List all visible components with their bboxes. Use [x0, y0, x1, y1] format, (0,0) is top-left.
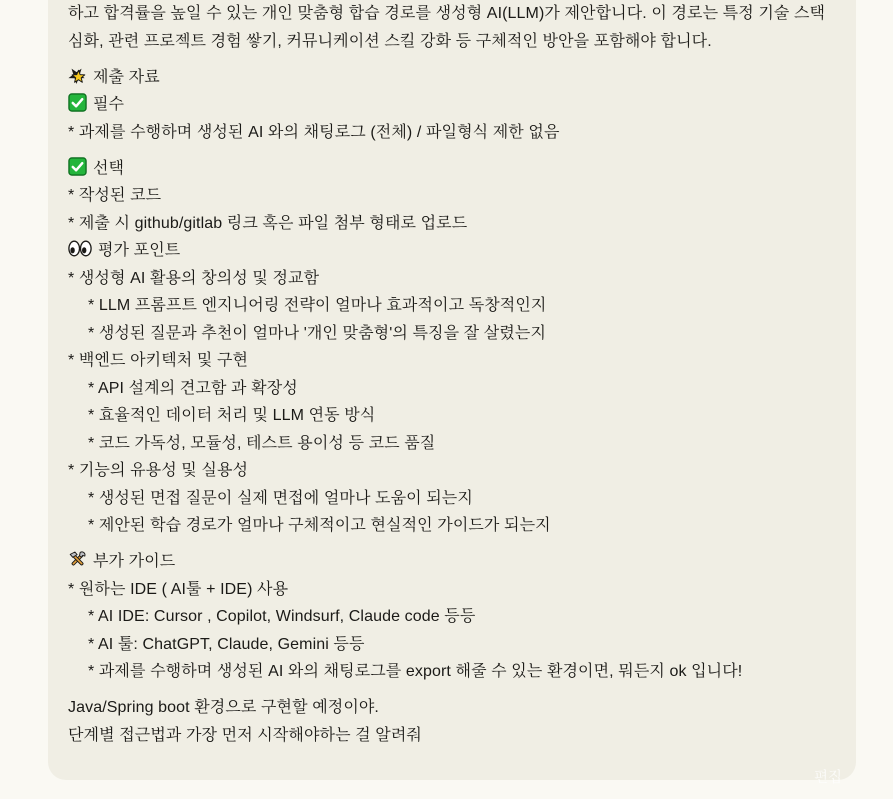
message-line	[68, 182, 836, 210]
message-line	[68, 210, 836, 238]
message-line	[68, 430, 836, 458]
message-line	[68, 347, 836, 375]
eyes-icon	[68, 240, 92, 257]
message-line	[68, 576, 836, 604]
message-line-text: 평가 포인트	[98, 242, 181, 259]
message-line	[68, 485, 836, 513]
message-line-text: * LLM 프롬프트 엔지니어링 전략이 얼마나 효과적이고 독창적인지	[88, 297, 547, 314]
edit-button[interactable]: 편집	[810, 766, 846, 790]
message-line	[68, 548, 836, 576]
message-line	[68, 457, 836, 485]
message-line-text: * AI IDE: Cursor , Copilot, Windsurf, Claude code 등등	[88, 608, 476, 625]
collision-icon	[68, 66, 87, 85]
message-line-text: * 과제를 수행하며 생성된 AI 와의 채팅로그 (전체) / 파일형식 제한 없음	[68, 123, 560, 141]
user-message-content	[68, 0, 836, 749]
message-line-text: * 백엔드 아키텍처 및 구현	[68, 352, 249, 369]
message-line-text: * 생성형 AI 활용의 창의성 및 정교함	[68, 269, 320, 287]
user-message-bubble	[48, 0, 856, 780]
message-line	[68, 64, 836, 92]
message-line	[68, 722, 836, 750]
message-line-text: 부가 가이드	[93, 553, 176, 570]
check-icon	[68, 93, 87, 112]
message-block	[68, 548, 836, 686]
message-line-text: * 제안된 학습 경로가 얼마나 구체적이고 현실적인 가이드가 되는지	[88, 517, 551, 534]
message-block	[68, 155, 836, 540]
check-icon	[68, 157, 87, 176]
message-line	[68, 91, 836, 119]
message-line	[68, 512, 836, 540]
tools-icon	[68, 550, 87, 569]
message-line-text: * 과제를 수행하며 생성된 AI 와의 채팅로그를 export 해줄 수 있는 환경이면, 뭐든지 ok 입니다!	[88, 663, 743, 680]
message-line-text: 필수	[93, 96, 125, 113]
message-line	[68, 694, 836, 722]
message-line-text: * 원하는 IDE ( AI툴 + IDE) 사용	[68, 580, 289, 598]
message-line	[68, 119, 836, 147]
message-line-text: * 생성된 질문과 추천이 얼마나 '개인 맞춤형'의 특징을 잘 살렸는지	[88, 324, 546, 342]
message-blocks	[68, 64, 836, 750]
message-block	[68, 64, 836, 147]
message-line	[68, 155, 836, 183]
message-line-text: * 효율적인 데이터 처리 및 LLM 연동 방식	[88, 407, 376, 424]
message-line-text: 선택	[93, 159, 125, 177]
message-line	[68, 402, 836, 430]
message-line-text: 제출 자료	[93, 68, 160, 86]
message-line	[68, 292, 836, 320]
message-intro-paragraph: 하고 합격률을 높일 수 있는 개인 맞춤형 합습 경로를 생성형 AI(LLM)가 제안합니다. 이 경로는 특정 기술 스택 심화, 관련 프로젝트 경험 쌓기, 커뮤니케이션 스킬 강화 등 구체적인 방안을 포함해야 합니다.	[68, 5, 826, 50]
message-line	[68, 603, 836, 631]
message-line	[68, 320, 836, 348]
message-line-text: Java/Spring boot 환경으로 구현할 예정이야.	[68, 699, 379, 716]
message-line-text: * 제출 시 github/gitlab 링크 혹은 파일 첨부 형태로 업로드	[68, 214, 468, 232]
message-line-text: * 코드 가독성, 모듈성, 테스트 용이성 등 코드 품질	[88, 434, 436, 452]
message-line	[68, 375, 836, 403]
message-line	[68, 237, 836, 265]
message-block	[68, 694, 836, 749]
message-line-text: * API 설계의 견고함 과 확장성	[88, 379, 298, 397]
message-line-text: 단계별 접근법과 가장 먼저 시작해야하는 걸 알려줘	[68, 726, 422, 744]
message-line	[68, 631, 836, 659]
message-line-text: * 생성된 면접 질문이 실제 면접에 얼마나 도움이 되는지	[88, 489, 473, 507]
message-line-text: * 기능의 유용성 및 실용성	[68, 462, 249, 479]
message-line	[68, 265, 836, 293]
message-line	[68, 658, 836, 686]
message-line-text: * 작성된 코드	[68, 187, 162, 204]
message-line-text: * AI 툴: ChatGPT, Claude, Gemini 등등	[88, 635, 365, 653]
